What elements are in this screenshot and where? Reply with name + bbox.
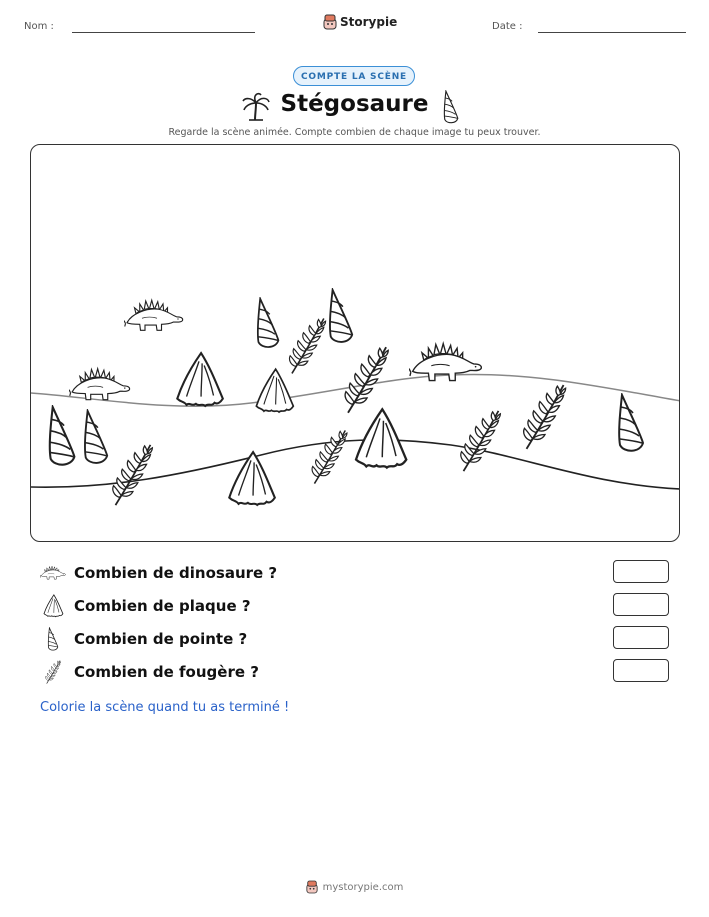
footer-url[interactable]: mystorypie.com [322, 881, 404, 893]
page-title: Stégosaure [280, 91, 429, 117]
fern-icon [461, 411, 501, 471]
spike-icon [619, 395, 643, 451]
counting-scene [30, 144, 680, 542]
storypie-mascot-icon [323, 14, 337, 30]
page-subtitle: Regarde la scène animée. Compte combien de chaque image tu peux trouver. [168, 127, 541, 138]
spike-icon [330, 290, 352, 342]
answer-box-plate[interactable] [613, 593, 669, 616]
fern-icon [524, 385, 566, 449]
stegosaurus-icon [40, 564, 66, 582]
badge: COMPTE LA SCÈNE [293, 66, 415, 86]
coloring-instruction: Colorie la scène quand tu as terminé ! [40, 700, 290, 715]
date-label: Date : [492, 21, 523, 32]
storypie-mascot-icon [306, 880, 318, 894]
stegosaurus-icon [124, 300, 183, 330]
question-row-dinosaur [40, 561, 277, 585]
spike-icon [85, 411, 107, 463]
brand-logo [323, 14, 397, 30]
plate-icon [229, 452, 275, 505]
fern-icon [290, 319, 326, 374]
spike-icon [258, 299, 279, 347]
answer-box-spike[interactable] [613, 626, 669, 649]
brand-name: Storypie [340, 15, 398, 29]
question-text: Combien de dinosaure ? [74, 564, 278, 582]
question-row-plate [40, 594, 251, 618]
question-row-spike [40, 627, 247, 651]
question-text: Combien de pointe ? [74, 630, 248, 648]
plate-icon [256, 369, 293, 412]
date-line[interactable] [538, 32, 686, 33]
fern-icon [40, 659, 66, 685]
name-line[interactable] [72, 32, 255, 33]
name-label: Nom : [24, 21, 54, 32]
fern-icon [345, 347, 388, 413]
fern-icon [312, 430, 347, 483]
spike-icon [40, 627, 66, 651]
footer [0, 880, 709, 894]
spike-icon [442, 90, 460, 124]
question-text: Combien de plaque ? [74, 597, 251, 615]
question-text: Combien de fougère ? [74, 663, 259, 681]
plate-icon [177, 353, 223, 406]
plate-icon [40, 594, 66, 618]
answer-box-dinosaur[interactable] [613, 560, 669, 583]
spike-icon [50, 407, 75, 465]
question-row-fern [40, 660, 259, 684]
answer-box-fern[interactable] [613, 659, 669, 682]
plate-icon [356, 409, 406, 467]
fern-icon [113, 445, 153, 505]
stegosaurus-icon [69, 369, 130, 400]
